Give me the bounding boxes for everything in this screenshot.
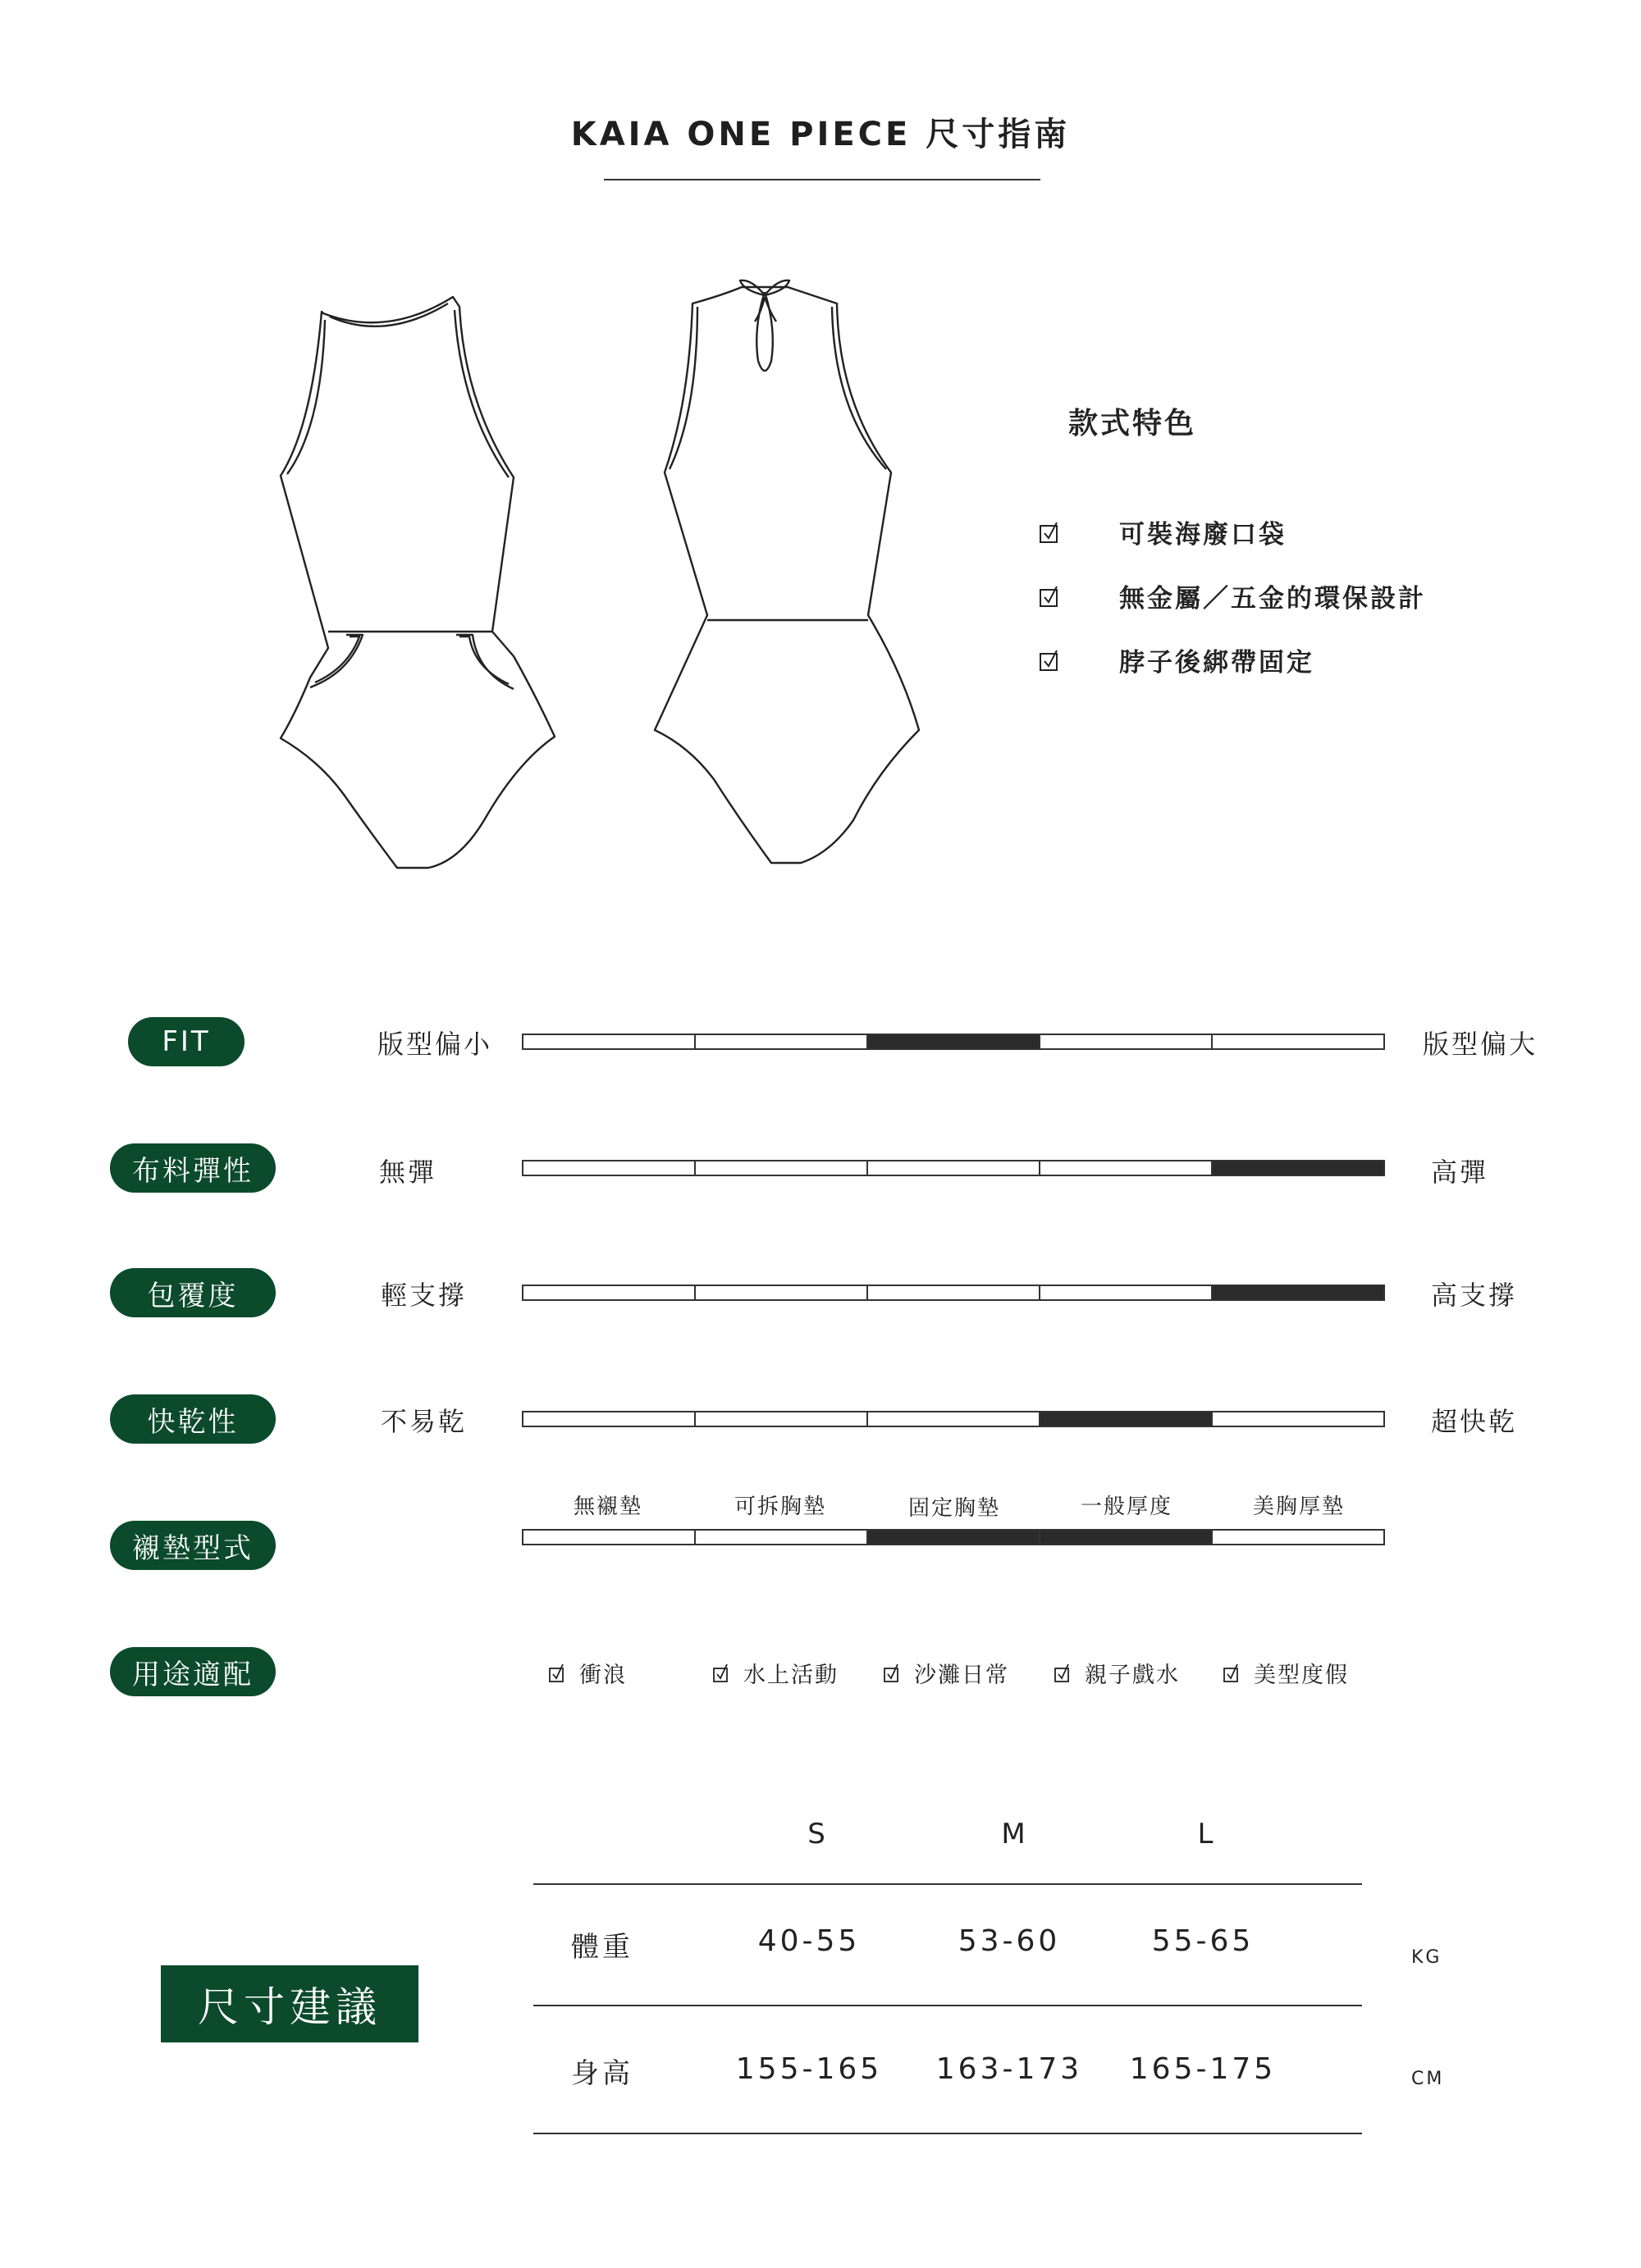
scale-label-fit: FIT xyxy=(128,1017,245,1066)
padding-option: 固定胸墊 xyxy=(907,1496,1000,1521)
checkbox-checked-icon xyxy=(1039,649,1062,672)
scale-segment xyxy=(866,1285,1040,1301)
table-divider xyxy=(533,1883,1362,1885)
scale-segment xyxy=(866,1411,1040,1427)
scale-segment xyxy=(1039,1160,1213,1176)
usage-label: 水上活動 xyxy=(743,1663,839,1688)
unit-label: KG xyxy=(1411,1947,1442,1968)
usage-item xyxy=(548,1657,627,1689)
scale-segment xyxy=(694,1034,868,1050)
scale-segment xyxy=(866,1034,1040,1050)
swimsuit-front-sketch xyxy=(271,287,550,878)
scale-segment xyxy=(1211,1411,1385,1427)
checkbox-checked-icon xyxy=(1039,585,1062,608)
scale-segment xyxy=(694,1160,868,1176)
usage-item xyxy=(883,1657,1009,1689)
row-label-height: 身高 xyxy=(571,2057,633,2090)
scale-left-text: 輕支撐 xyxy=(381,1280,468,1311)
scale-segment xyxy=(1211,1285,1385,1301)
table-cell: 163-173 xyxy=(935,2052,1083,2086)
scale-left-text: 無彈 xyxy=(379,1157,437,1188)
scale-label-elasticity: 布料彈性 xyxy=(110,1143,276,1193)
table-cell: 155-165 xyxy=(735,2052,883,2086)
table-cell: 165-175 xyxy=(1129,2052,1277,2086)
scale-right-text: 高支撐 xyxy=(1431,1280,1518,1311)
scale-label-padding: 襯墊型式 xyxy=(110,1521,276,1570)
page-title: KAIA ONE PIECE 尺寸指南 xyxy=(570,116,1071,153)
padding-segment xyxy=(1211,1529,1385,1545)
padding-option: 一般厚度 xyxy=(1080,1495,1172,1519)
scale-right-text: 版型偏大 xyxy=(1423,1029,1538,1060)
scale-segment xyxy=(866,1160,1040,1176)
scale-left-text: 不易乾 xyxy=(381,1406,468,1437)
padding-segment xyxy=(866,1529,1040,1545)
padding-bar xyxy=(522,1529,1385,1545)
feature-label: 脖子後綁帶固定 xyxy=(1119,648,1314,678)
scale-segment xyxy=(694,1285,868,1301)
table-cell: 55-65 xyxy=(1151,1924,1255,1958)
checkbox-checked-icon xyxy=(1039,521,1062,544)
size-suggestion-button: 尺寸建議 xyxy=(161,1965,418,2042)
padding-option: 可拆胸墊 xyxy=(734,1495,826,1519)
scale-segment xyxy=(1211,1160,1385,1176)
scale-segment xyxy=(1039,1285,1213,1301)
usage-label: 親子戲水 xyxy=(1085,1663,1180,1688)
size-column-m: M xyxy=(1001,1818,1027,1850)
scale-bar xyxy=(522,1034,1385,1050)
table-divider xyxy=(533,2005,1362,2006)
checkbox-checked-icon xyxy=(1054,1663,1073,1683)
scale-right-text: 高彈 xyxy=(1431,1157,1489,1188)
scale-segment xyxy=(1211,1034,1385,1050)
scale-segment xyxy=(522,1411,696,1427)
padding-option: 無襯墊 xyxy=(573,1495,642,1519)
checkbox-checked-icon xyxy=(548,1663,568,1683)
scale-bar xyxy=(522,1285,1385,1301)
checkbox-checked-icon xyxy=(883,1663,903,1683)
size-column-s: S xyxy=(807,1818,827,1850)
table-cell: 40-55 xyxy=(757,1924,861,1958)
usage-label: 沙灘日常 xyxy=(914,1663,1009,1688)
scale-segment xyxy=(522,1285,696,1301)
checkbox-checked-icon xyxy=(712,1663,732,1683)
scale-left-text: 版型偏小 xyxy=(377,1029,493,1060)
feature-item xyxy=(1039,577,1426,614)
features-heading: 款式特色 xyxy=(1068,407,1197,440)
scale-segment xyxy=(522,1160,696,1176)
row-label-weight: 體重 xyxy=(571,1931,633,1964)
usage-item xyxy=(712,1657,839,1689)
padding-segment xyxy=(1039,1529,1213,1545)
unit-label: CM xyxy=(1411,2069,1445,2089)
usage-item xyxy=(1054,1657,1180,1689)
scale-label-coverage: 包覆度 xyxy=(110,1268,276,1317)
scale-segment xyxy=(522,1034,696,1050)
scale-bar xyxy=(522,1411,1385,1427)
padding-segment xyxy=(694,1529,868,1545)
feature-label: 可裝海廢口袋 xyxy=(1119,520,1287,550)
scale-label-quick-dry: 快乾性 xyxy=(110,1394,276,1444)
feature-item xyxy=(1039,641,1314,678)
scale-segment xyxy=(1039,1034,1213,1050)
padding-option: 美胸厚墊 xyxy=(1252,1495,1345,1519)
scale-label-usage: 用途適配 xyxy=(110,1647,276,1696)
scale-segment xyxy=(1039,1411,1213,1427)
checkbox-checked-icon xyxy=(1223,1663,1242,1683)
usage-label: 衝浪 xyxy=(579,1663,627,1688)
title-divider xyxy=(604,179,1040,180)
feature-item xyxy=(1039,513,1287,550)
usage-item xyxy=(1223,1657,1349,1689)
scale-bar xyxy=(522,1160,1385,1176)
table-cell: 53-60 xyxy=(958,1924,1061,1958)
size-column-l: L xyxy=(1197,1818,1215,1850)
table-divider xyxy=(533,2133,1362,2134)
scale-segment xyxy=(694,1411,868,1427)
padding-segment xyxy=(522,1529,696,1545)
usage-label: 美型度假 xyxy=(1254,1663,1349,1688)
feature-label: 無金屬／五金的環保設計 xyxy=(1119,584,1426,614)
scale-right-text: 超快乾 xyxy=(1431,1406,1518,1437)
swimsuit-back-sketch xyxy=(648,279,919,869)
